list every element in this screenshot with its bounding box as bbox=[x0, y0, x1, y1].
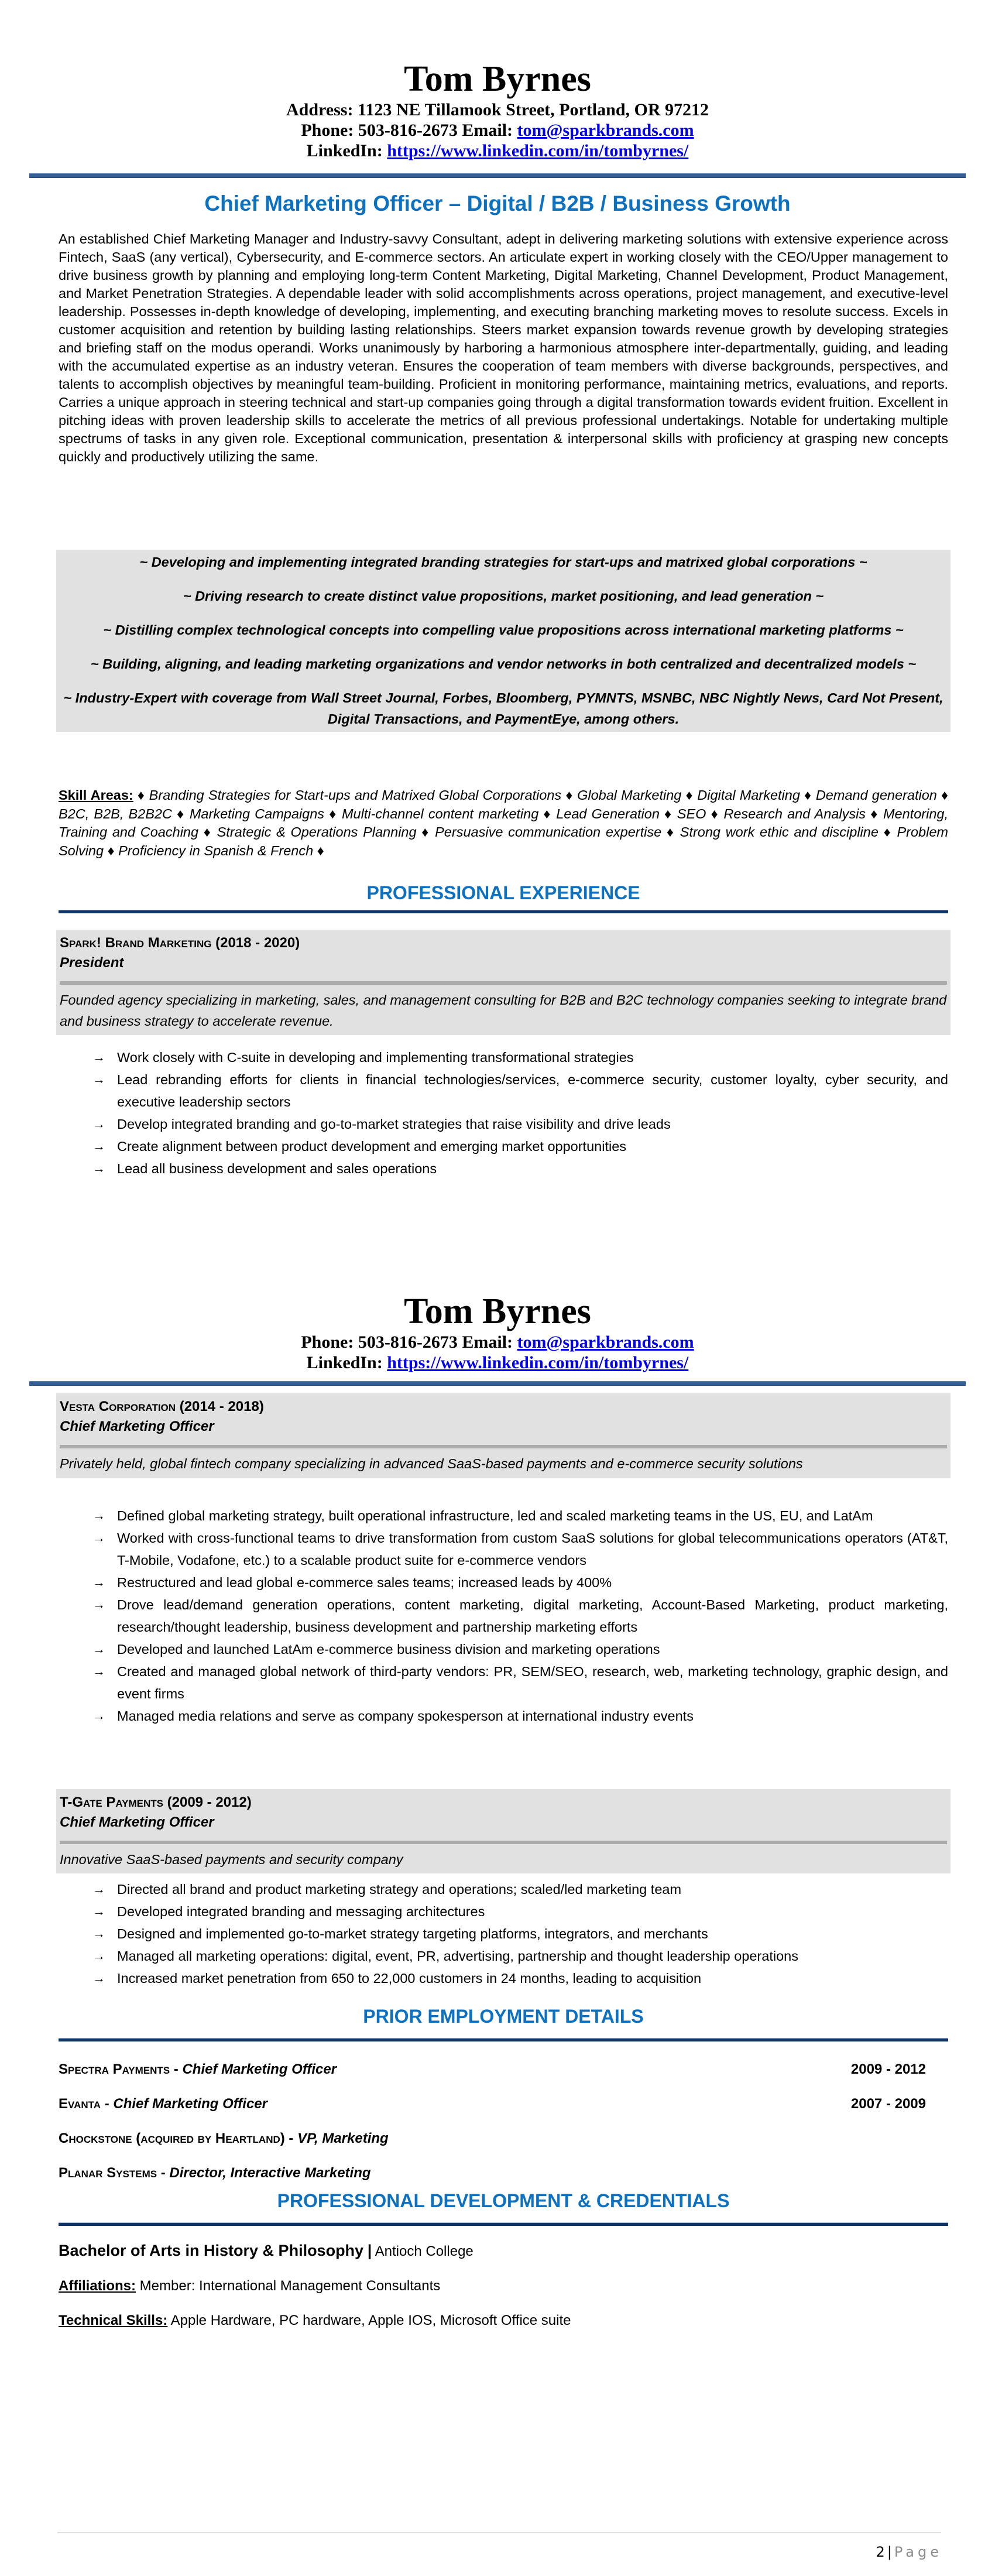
arrow-icon: → bbox=[92, 1642, 105, 1656]
technical-skills-value: Apple Hardware, PC hardware, Apple IOS, Microsoft Office suite bbox=[170, 2313, 571, 2328]
skill-areas bbox=[59, 786, 948, 860]
candidate-name: Tom Byrnes bbox=[404, 1292, 591, 1331]
page-number: 2 | Page bbox=[876, 2544, 942, 2560]
job-description: Privately held, global fintech company specializing in advanced SaaS-based payments and e-commerce security solutions bbox=[60, 1456, 803, 1471]
summary-paragraph: An established Chief Marketing Manager and Industry-savvy Consultant, adept in delivering marketing solutions with extensive experience across Fintech, SaaS (any vertical), Cybersecurity, and E-commerce sectors. An articulate expert in working closely with the CEO/Upper management to drive business growth by planning and employing long-term Content Marketing, Digital Marketing, Channel Development, Product Management, and Market Penetration Strategies. A dependable leader with solid accomplishments across operations, project management, and executive-level leadership. Possesses in-depth knowledge of developing, implementing, and executing branching marketing moves to resolute success. Excels in customer acquisition and retention by building lasting relationships. Steers market expansion towards revenue growth by developing strategies and briefing staff on the modus operandi. Works unanimously by harboring a harmonious atmosphere inter-departmentally, guiding, and leading with the accumulated expertise as an industry veteran. Ensures the cooperation of team members with diverse backgrounds, perspectives, and talents to accomplish objectives by meaningful team-building. Proficient in monitoring performance, maintaining metrics, evaluations, and reports. Carries a unique approach in steering technical and start-up companies going through a digital transformation towards evident fruition. Excellent in pitching ideas with proven leadership skills to accelerate the metrics of all previous professional undertakings. Notable for undertaking multiple spectrums of tasks in any given role. Exceptional communication, presentation & interpersonal skills with proficiency at grasping new concepts quickly and productively utilizing the same. bbox=[59, 231, 948, 464]
tagline: ~ Distilling complex technological concepts into compelling value propositions across international marketing platforms ~ bbox=[103, 622, 904, 638]
bullet-item: → Designed and implemented go-to-market strategy targeting platforms, integrators, and merchants bbox=[59, 1923, 948, 1945]
arrow-icon: → bbox=[92, 1050, 105, 1064]
degree-line: Bachelor of Arts in History & Philosophy | Antioch College bbox=[59, 2242, 474, 2259]
phone-value: 503-816-2673 bbox=[358, 1332, 458, 1352]
job-header bbox=[56, 1789, 951, 1873]
arrow-icon: → bbox=[92, 1161, 105, 1176]
bullet-item: → Managed all marketing operations: digital, event, PR, advertising, partnership and thought leadership operations bbox=[59, 1945, 948, 1967]
affiliations-value: Member: International Management Consultants bbox=[139, 2278, 441, 2294]
bullet-item: → Developed integrated branding and messaging architectures bbox=[59, 1900, 948, 1923]
tagline: ~ Building, aligning, and leading marketing organizations and vendor networks in both centralized and decentralized models ~ bbox=[90, 656, 917, 672]
prior-employment-years: 2007 - 2009 bbox=[850, 2096, 926, 2112]
arrow-icon: → bbox=[92, 1882, 105, 1896]
arrow-icon: → bbox=[92, 1708, 105, 1723]
section-rule bbox=[59, 2222, 948, 2226]
job-bullets bbox=[59, 1878, 948, 1989]
affiliations-line bbox=[59, 2269, 948, 2303]
technical-skills-label: Technical Skills: bbox=[59, 2313, 168, 2328]
bullet-item: → Develop integrated branding and go-to-market strategies that raise visibility and drive leads bbox=[59, 1113, 948, 1135]
phone-email-line: Phone: 503-816-2673 Email: tom@sparkbrands.com bbox=[301, 121, 694, 140]
arrow-icon: → bbox=[92, 1904, 105, 1919]
section-rule bbox=[59, 2038, 948, 2041]
job-divider bbox=[60, 981, 947, 985]
job-header bbox=[56, 930, 951, 1035]
arrow-icon: → bbox=[92, 1664, 105, 1678]
affiliations-label: Affiliations: bbox=[59, 2278, 136, 2294]
linkedin-line: LinkedIn: https://www.linkedin.com/in/tombyrnes/ bbox=[306, 141, 689, 160]
job-company: Vesta Corporation (2014 - 2018) bbox=[60, 1399, 264, 1414]
bullet-item: → Managed media relations and serve as company spokesperson at international industry events bbox=[59, 1705, 948, 1727]
job-divider bbox=[60, 1445, 947, 1448]
address-value: 1123 NE Tillamook Street, Portland, OR 97212 bbox=[357, 100, 709, 119]
section-heading-prior: PRIOR EMPLOYMENT DETAILS bbox=[363, 2006, 644, 2027]
email-link[interactable]: tom@sparkbrands.com bbox=[517, 1332, 694, 1352]
prior-employment-years: 2009 - 2012 bbox=[850, 2061, 926, 2077]
job-bullets bbox=[59, 1505, 948, 1727]
headline: Chief Marketing Officer – Digital / B2B / Business Growth bbox=[204, 191, 791, 215]
arrow-icon: → bbox=[92, 1597, 105, 1612]
job-company: Spark! Brand Marketing (2018 - 2020) bbox=[60, 935, 300, 951]
footer-rule bbox=[57, 2532, 941, 2533]
prior-employment-row: Planar Systems - Director, Interactive Marketing bbox=[59, 2165, 371, 2181]
prior-employment-row: Spectra Payments - Chief Marketing Officer 2009 - 2012 bbox=[59, 2052, 948, 2087]
job-description: Founded agency specializing in marketing, sales, and management consulting for B2B and B2C technology companies seeking to integrate brand and business strategy to accelerate revenue. bbox=[60, 992, 947, 1029]
section-heading-experience: PROFESSIONAL EXPERIENCE bbox=[366, 882, 640, 903]
school: Antioch College bbox=[375, 2243, 474, 2259]
tagline: ~ Industry-Expert with coverage from Wall Street Journal, Forbes, Bloomberg, PYMNTS, MSNBC, NBC Nightly News, Card Not Present, Digital Transactions, and PaymentEye, among others. bbox=[63, 690, 943, 727]
job-role: President bbox=[60, 955, 124, 971]
page2-header bbox=[0, 1291, 995, 1373]
credentials-block bbox=[59, 2234, 948, 2338]
skill-areas-label: Skill Areas: bbox=[59, 787, 133, 803]
bullet-item: → Created and managed global network of third-party vendors: PR, SEM/SEO, research, web, marketing technology, graphic design, and event firms bbox=[59, 1660, 948, 1705]
bullet-item: → Restructured and lead global e-commerce sales teams; increased leads by 400% bbox=[59, 1571, 948, 1594]
degree: Bachelor of Arts in History & Philosophy bbox=[59, 2242, 364, 2259]
bullet-item: → Lead rebranding efforts for clients in financial technologies/services, e-commerce security, customer loyalty, cyber security, and executive leadership sectors bbox=[59, 1068, 948, 1113]
header-rule bbox=[29, 173, 966, 178]
bullet-item: → Drove lead/demand generation operations, content marketing, digital marketing, Account-Based Marketing, product marketing, research/thought leadership, business development and partnership marketing efforts bbox=[59, 1594, 948, 1638]
arrow-icon: → bbox=[92, 1116, 105, 1131]
page1-header bbox=[0, 59, 995, 161]
linkedin-line: LinkedIn: https://www.linkedin.com/in/tombyrnes/ bbox=[306, 1353, 689, 1372]
arrow-icon: → bbox=[92, 1530, 105, 1545]
job-divider bbox=[60, 1841, 947, 1844]
bullet-item: → Create alignment between product development and emerging market opportunities bbox=[59, 1135, 948, 1157]
section-heading-credentials: PROFESSIONAL DEVELOPMENT & CREDENTIALS bbox=[277, 2190, 730, 2211]
email-link[interactable]: tom@sparkbrands.com bbox=[517, 121, 694, 140]
arrow-icon: → bbox=[92, 1508, 105, 1523]
prior-employment-list bbox=[59, 2052, 948, 2190]
job-company: T-Gate Payments (2009 - 2012) bbox=[60, 1794, 252, 1810]
job-role: Chief Marketing Officer bbox=[60, 1814, 214, 1830]
bullet-item: → Worked with cross-functional teams to drive transformation from custom SaaS solutions for global telecommunications operators (AT&T, T-Mobile, Vodafone, etc.) to a scalable product suite for e-commerce vendors bbox=[59, 1527, 948, 1571]
job-header bbox=[56, 1393, 951, 1478]
address-line: Address: 1123 NE Tillamook Street, Portland, OR 97212 bbox=[286, 100, 709, 119]
arrow-icon: → bbox=[92, 1072, 105, 1087]
tagline: ~ Driving research to create distinct value propositions, market positioning, and lead generation ~ bbox=[183, 588, 824, 604]
linkedin-link[interactable]: https://www.linkedin.com/in/tombyrnes/ bbox=[387, 141, 689, 160]
prior-employment-row: Chockstone (acquired by Heartland) - VP, Marketing bbox=[59, 2130, 389, 2146]
bullet-item: → Defined global marketing strategy, built operational infrastructure, led and scaled marketing teams in the US, EU, and LatAm bbox=[59, 1505, 948, 1527]
bullet-item: → Directed all brand and product marketing strategy and operations; scaled/led marketing team bbox=[59, 1878, 948, 1900]
bullet-item: → Work closely with C-suite in developing and implementing transformational strategies bbox=[59, 1046, 948, 1068]
prior-employment-row: Evanta - Chief Marketing Officer 2007 - 2009 bbox=[59, 2087, 948, 2121]
technical-skills-line bbox=[59, 2303, 948, 2338]
taglines-box bbox=[56, 550, 951, 732]
phone-value: 503-816-2673 bbox=[358, 121, 458, 140]
skill-areas-list: ♦ Branding Strategies for Start-ups and Matrixed Global Corporations ♦ Global Marketing ♦ Digital Marketing ♦ Demand generation ♦ B2C, B2B, B2B2C ♦ Marketing Campaigns ♦ Multi-channel content marketing ♦ Lead Generation ♦ SEO ♦ Research and Analysis ♦ Mentoring, Training and Coaching ♦ Strategic & Operations Planning ♦ Persuasive communication expertise ♦ Strong work ethic and discipline ♦ Problem Solving ♦ Proficiency in Spanish & French ♦ bbox=[59, 787, 949, 858]
tagline: ~ Developing and implementing integrated branding strategies for start-ups and matrixed global corporations ~ bbox=[139, 554, 867, 570]
section-rule bbox=[59, 910, 948, 913]
job-description: Innovative SaaS-based payments and security company bbox=[60, 1852, 403, 1867]
job-role: Chief Marketing Officer bbox=[60, 1419, 214, 1434]
bullet-item: → Increased market penetration from 650 to 22,000 customers in 24 months, leading to acquisition bbox=[59, 1967, 948, 1989]
phone-email-line: Phone: 503-816-2673 Email: tom@sparkbrands.com bbox=[301, 1332, 694, 1352]
arrow-icon: → bbox=[92, 1139, 105, 1153]
arrow-icon: → bbox=[92, 1971, 105, 1985]
arrow-icon: → bbox=[92, 1575, 105, 1590]
job-bullets bbox=[59, 1046, 948, 1180]
candidate-name: Tom Byrnes bbox=[404, 59, 591, 99]
bullet-item: → Lead all business development and sales operations bbox=[59, 1157, 948, 1180]
arrow-icon: → bbox=[92, 1926, 105, 1941]
linkedin-link[interactable]: https://www.linkedin.com/in/tombyrnes/ bbox=[387, 1353, 689, 1372]
arrow-icon: → bbox=[92, 1948, 105, 1963]
header-rule bbox=[29, 1381, 966, 1386]
bullet-item: → Developed and launched LatAm e-commerce business division and marketing operations bbox=[59, 1638, 948, 1660]
